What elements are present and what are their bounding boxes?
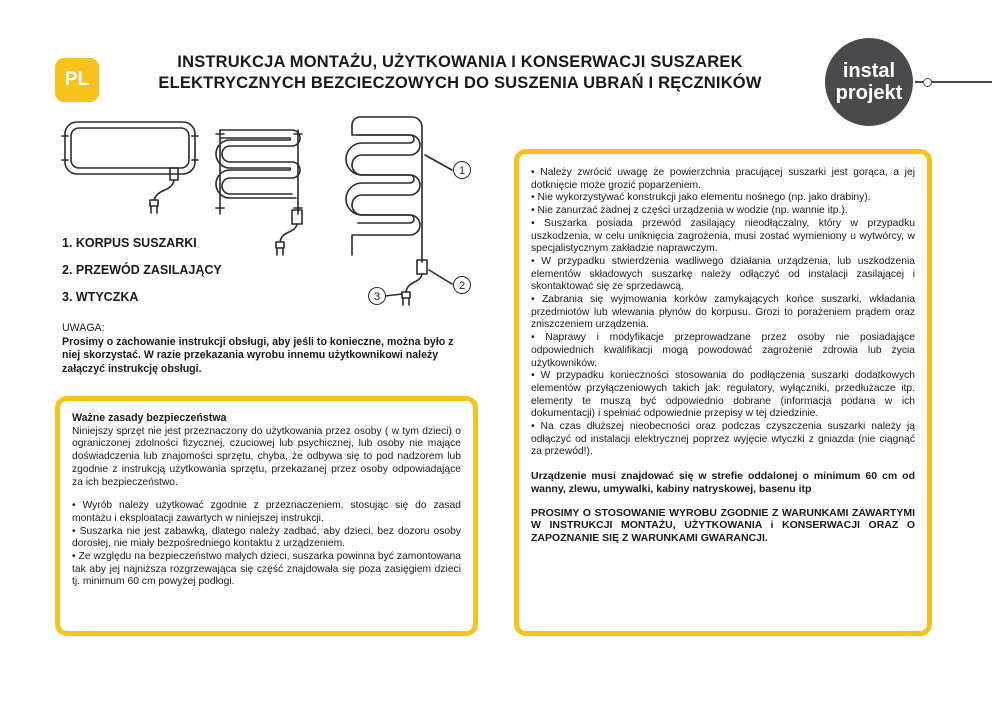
instal-projekt-logo xyxy=(825,38,913,126)
usage-rules-box xyxy=(514,149,932,636)
usage-bullet: • Suszarka posiada przewód zasilający nieodłączalny, który w przypadku uszkodzenia, w celu uniknięcia zagrożenia, musi zostać wymieniony u wytwórcy, w specjalistycznym zakładzie naprawczym. xyxy=(531,217,915,255)
safety-rules-box xyxy=(55,396,478,636)
usage-bullet: • Na czas dłuższej nieobecności oraz podczas czyszczenia suszarki należy ją odłączyć od instalacji elektrycznej poprzez wyjęcie wtyczki z gniazda (nie ciągnąć za przewód!). xyxy=(531,421,915,458)
usage-bullet: • Nie zanurzać żadnej z części urządzenia w wodzie (np. wannie itp.). xyxy=(531,205,848,217)
usage-bullet: • Nie wykorzystywać konstrukcji jako elementu nośnego (np. jako drabiny). xyxy=(531,192,871,204)
part-item: 3. WTYCZKA xyxy=(62,290,139,304)
usage-bullet: • Należy zwrócić uwagę że powierzchnia pracującej suszarki jest gorąca, a jej dotknięcie może grozić poparzeniem. xyxy=(531,167,915,191)
zone-note: Urządzenie musi znajdować się w strefie oddalonej o minimum 60 cm od wanny, zlewu, umywalki, kabiny natryskowej, basenu itp xyxy=(531,470,915,495)
usage-bullet: • W przypadku konieczności stosowania do podłączenia suszarki dodatkowych elementów przyłączeniowych takich jak: regulatory, wyłączniki, przedłużacze itp. elementy te muszą być odpowiednio dobrane (informacja podana w ich dokumentacji) i spełniać odpowiednie przepisy w tej dziedzinie. xyxy=(531,370,915,420)
callout-2: 2 xyxy=(458,280,466,292)
logo-connector-dot xyxy=(923,78,932,87)
page-title xyxy=(135,52,785,94)
safety-intro: Niniejszy sprzęt nie jest przeznaczony do użytkowania przez osoby ( w tym dzieci) o ograniczonej zdolności fizycznej, czuciowej lub psychicznej, lub osoby nie mające doświadczenia lub znajomości sprzętu, chyba, że odbywa się to pod nadzorem lub zgodnie z instrukcją użytkowania sprzętu, przekazanej przez osoby odpowiadające za ich bezpieczeństwo. xyxy=(72,425,461,488)
usage-bullet: • W przypadku stwierdzenia wadliwego działania urządzenia, lub uszkodzenia elementów składowych suszarkę należy odłączyć od instalacji zasilającej i skontaktować się ze sprzedawcą. xyxy=(531,255,915,293)
warning-body: Prosimy o zachowanie instrukcji obsługi, aby jeśli to konieczne, można było z niej skorzystać. W razie przekazania wyrobu innemu użytkownikowi należy załączyć instrukcję obsługi. xyxy=(62,335,454,375)
safety-heading: Ważne zasady bezpieczeństwa xyxy=(72,412,227,424)
safety-bullet: • Suszarka nie jest zabawką, dlatego należy zadbać, aby dzieci, bez dozoru osoby dorosłej, nie miały bezpośredniego kontaktu z urządzeniem. xyxy=(72,525,461,550)
dryer-frame-tall xyxy=(346,117,452,305)
dryer-frame-s-shaped xyxy=(216,130,302,255)
title-line-2: ELEKTRYCZNYCH BEZCIECZOWYCH DO SUSZENIA UBRAŃ I RĘCZNIKÓW xyxy=(158,74,762,92)
logo-line-2: projekt xyxy=(835,82,903,104)
safety-bullet: • Ze względu na bezpieczeństwo małych dzieci, suszarka powinna być zamontowana tak aby jej najniższa rozgrzewająca się część znajdowała się poza zasięgiem dzieci tj. minimum 60 cm powyżej podłogi. xyxy=(72,551,461,588)
warning-note xyxy=(62,322,470,376)
part-item: 1. KORPUS SUSZARKI xyxy=(62,236,197,250)
logo-line-1: instal xyxy=(842,60,896,82)
warning-title: UWAGA: xyxy=(62,322,105,334)
usage-bullet: • Naprawy i modyfikacje przeprowadzane przez osoby nie posiadające odpowiednich kwalifikacji mogą powodować zagrożenie zdrowia lub życia użytkowników. xyxy=(531,332,915,369)
part-item: 2. PRZEWÓD ZASILAJĄCY xyxy=(62,263,222,277)
parts-list xyxy=(62,236,222,317)
language-badge: PL xyxy=(55,58,99,102)
dryer-frame-horizontal xyxy=(62,122,198,213)
final-note: PROSIMY O STOSOWANIE WYROBU ZGODNIE Z WARUNKAMI ZAWARTYMI W INSTRUKCJI MONTAŻU, UŻYTKOWANIA i KONSERWACJI ORAZ O ZAPOZNANIE SIĘ Z WARUNKAMI GWARANCJI. xyxy=(531,506,915,544)
safety-bullet: • Wyrób należy użytkować zgodnie z przeznaczeniem, stosując się do zasad montażu i eksploatacji zawartych w niniejszej instrukcji. xyxy=(72,500,461,524)
title-line-1: INSTRUKCJA MONTAŻU, UŻYTKOWANIA I KONSERWACJI SUSZAREK xyxy=(177,53,743,71)
usage-bullet: • Zabrania się wyjmowania korków zamykających końce suszarki, wkładania przedmiotów lub wlewania płynów do korpusu. Grozi to porażeniem prądem oraz zniszczeniem urządzenia. xyxy=(531,294,915,331)
callout-3: 3 xyxy=(373,291,381,303)
callout-1: 1 xyxy=(458,165,466,177)
